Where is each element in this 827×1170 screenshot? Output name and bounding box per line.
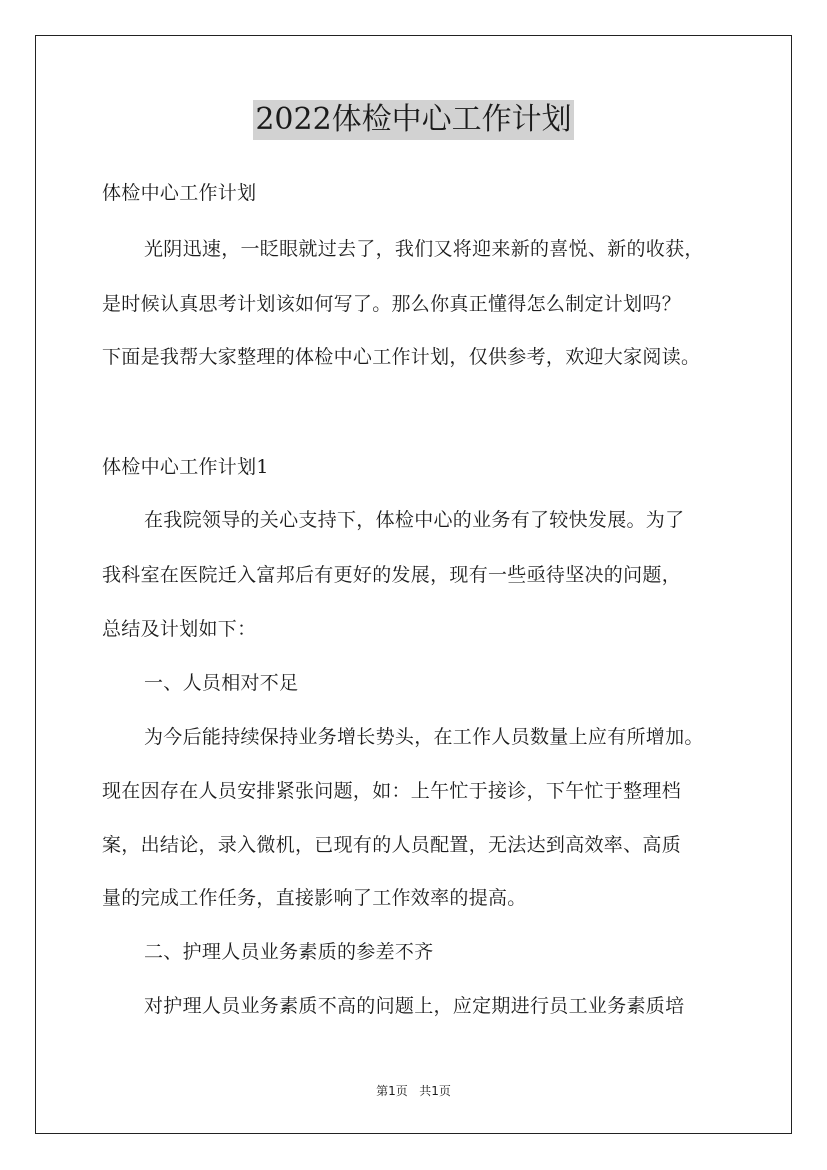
paragraph-line: 我科室在医院迁入富邦后有更好的发展，现有一些亟待坚决的问题， — [102, 564, 682, 586]
paragraph-line: 下面是我帮大家整理的体检中心工作计划，仅供参考，欢迎大家阅读。 — [102, 346, 701, 368]
title-container — [0, 100, 827, 140]
paragraph-line: 案，出结论，录入微机，已现有的人员配置，无法达到高效率、高质 — [102, 834, 682, 856]
paragraph-line: 在我院领导的关心支持下，体检中心的业务有了较快发展。为了 — [144, 509, 685, 531]
paragraph-line: 量的完成工作任务，直接影响了工作效率的提高。 — [102, 887, 527, 909]
paragraph-line: 光阴迅速，一眨眼就过去了，我们又将迎来新的喜悦、新的收获， — [144, 238, 704, 260]
paragraph-line: 是时候认真思考计划该如何写了。那么你真正懂得怎么制定计划吗？ — [102, 293, 682, 315]
paragraph-line: 为今后能持续保持业务增长势头，在工作人员数量上应有所增加。 — [144, 726, 704, 748]
paragraph-line: 总结及计划如下： — [102, 618, 257, 640]
section-heading: 体检中心工作计划1 — [102, 456, 269, 478]
document-title: 2022体检中心工作计划 — [253, 100, 573, 140]
page-number: 第1页 — [376, 1084, 408, 1098]
subsection-heading: 一、人员相对不足 — [144, 672, 299, 694]
paragraph-line: 对护理人员业务素质不高的问题上，应定期进行员工业务素质培 — [144, 995, 685, 1017]
page-total: 共1页 — [419, 1084, 451, 1098]
section-heading: 体检中心工作计划 — [102, 182, 257, 204]
page-footer — [0, 1083, 827, 1099]
paragraph-line: 现在因存在人员安排紧张问题，如：上午忙于接诊，下午忙于整理档 — [102, 780, 682, 802]
subsection-heading: 二、护理人员业务素质的参差不齐 — [144, 941, 434, 963]
